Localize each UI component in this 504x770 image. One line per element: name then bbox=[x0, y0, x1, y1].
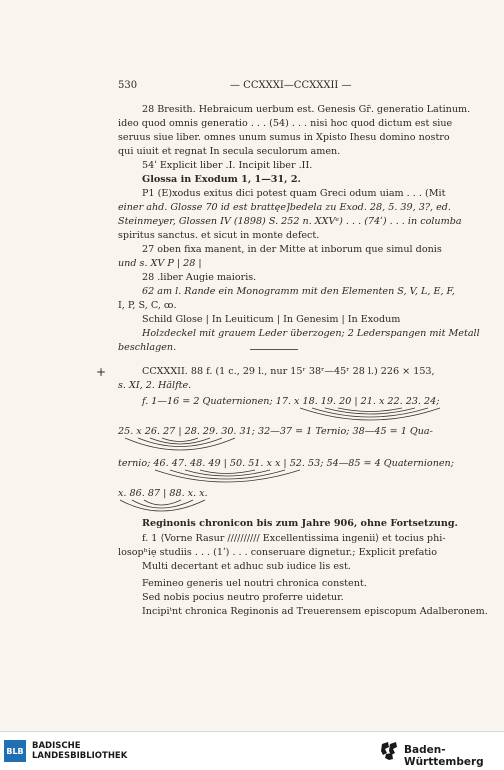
text-line: Sed nobis pocius neutro proferre uidetur. bbox=[142, 592, 344, 603]
quire-arc bbox=[150, 438, 210, 444]
text-line: f. 1 ⟨Vorne Rasur ////////// Excellentissima ingenii⟩ et tocius phi- bbox=[142, 533, 446, 544]
footer-bar bbox=[0, 731, 504, 770]
blb-logo[interactable]: BLB bbox=[4, 740, 26, 762]
text-line: s. XI, 2. Hälfte. bbox=[118, 380, 192, 391]
collation-line: f. 1—16 = 2 Quaternionen; 17. x 18. 19. 20 | 21. x 22. 23. 24; bbox=[142, 396, 440, 407]
text-line: Femineo generis uel noutri chronica constent. bbox=[142, 578, 367, 589]
text-line: I, P, S, C, ꝏ. bbox=[118, 300, 177, 311]
library-name-line1: BADISCHE bbox=[32, 741, 81, 751]
text-line: und s. XV P | 28 | bbox=[118, 258, 202, 269]
quire-arc bbox=[120, 500, 205, 511]
margin-mark: + bbox=[96, 365, 107, 379]
quire-arc bbox=[170, 470, 285, 479]
quire-arc bbox=[185, 470, 270, 476]
text-line: P1 (E)xodus exitus dici potest quam Greci odum uiam . . . (Mit bbox=[142, 188, 446, 199]
text-line: losopʰiẹ studiis . . . (1ʹ) . . . conseruare dignetur.; Explicit prefatio bbox=[118, 547, 437, 558]
text-line: 28 .liber Augie maioris. bbox=[142, 272, 257, 283]
text-line: einer ahd. Glosse 70 id est brattęe]bedela zu Exod. 28, 5. 39, 3?, ed. bbox=[118, 202, 451, 213]
text-line: spiritus sanctus. et sicut in monte defect. bbox=[118, 230, 320, 241]
text-line: beschlagen. bbox=[118, 342, 177, 353]
text-line: Multi decertant et adhuc sub iudice lis est. bbox=[142, 561, 351, 572]
manuscript-heading: CCXXXII. 88 f. (1 c., 29 l., nur 15ʳ 38ʳ—45ʳ 28 l.) 226 × 153, bbox=[142, 366, 435, 377]
running-title: — CCXXXI—CCXXXII — bbox=[230, 80, 352, 91]
quire-arc bbox=[132, 500, 193, 508]
text-line: 27 oben fixa manent, in der Mitte at inborum que simul donis bbox=[142, 244, 442, 255]
quire-arc bbox=[138, 438, 222, 447]
quire-arc bbox=[325, 408, 415, 414]
text-line: 62 am l. Rande ein Monogramm mit den Elementen S, V, L, E, F, bbox=[142, 286, 455, 297]
state-name[interactable]: Baden-Württemberg bbox=[404, 744, 484, 768]
work-title: Reginonis chronicon bis zum Jahre 906, ohne Fortsetzung. bbox=[142, 518, 458, 529]
text-line: Holzdeckel mit grauem Leder überzogen; 2 Lederspangen mit Metall bbox=[142, 328, 480, 339]
text-line: 54ʹ Explicit liber .I. Incipit liber .II. bbox=[142, 160, 313, 171]
text-line: 28 Bresith. Hebraicum uerbum est. Genesis Gr̄. generatio Latinum. bbox=[142, 104, 471, 115]
section-heading: Glossa in Exodum 1, 1—31, 2. bbox=[142, 174, 301, 185]
collation-line: x. 86. 87 | 88. x. x. bbox=[118, 488, 208, 499]
text-line: seruus siue liber. omnes unum sumus in Xpisto Ihesu domino nostro bbox=[118, 132, 450, 143]
text-line: ideo quod omnis generatio . . . (54) . . . nisi hoc quod dictum est siue bbox=[118, 118, 453, 129]
text-line: Schild Glose | In Leuiticum | In Genesim | In Exodum bbox=[142, 314, 401, 325]
text-line: qui uiuit et regnat In secula seculorum amen. bbox=[118, 146, 341, 157]
page-number: 530 bbox=[118, 80, 138, 91]
quire-arc bbox=[200, 470, 255, 474]
collation-line: 25. x 26. 27 | 28. 29. 30. 31; 32—37 = 1 Ternio; 38—45 = 1 Qua- bbox=[118, 426, 433, 437]
quire-arc bbox=[144, 500, 181, 505]
text-line: Incipiᵗnt chronica Reginonis ad Treuerensem episcopum Adalberonem. bbox=[142, 606, 488, 617]
lions-crest-icon bbox=[380, 741, 398, 761]
quire-arc bbox=[338, 408, 402, 412]
library-name-line2: LANDESBIBLIOTHEK bbox=[32, 751, 128, 761]
quire-arc bbox=[162, 438, 198, 442]
library-name[interactable] bbox=[32, 741, 127, 761]
collation-line: ternio; 46. 47. 48. 49 | 50. 51. x x | 52. 53; 54—85 = 4 Quaternionen; bbox=[118, 458, 454, 469]
text-line: Steinmeyer, Glossen IV (1898) S. 252 n. XXVᵉ) . . . (74ʹ) . . . in columba bbox=[118, 216, 462, 227]
